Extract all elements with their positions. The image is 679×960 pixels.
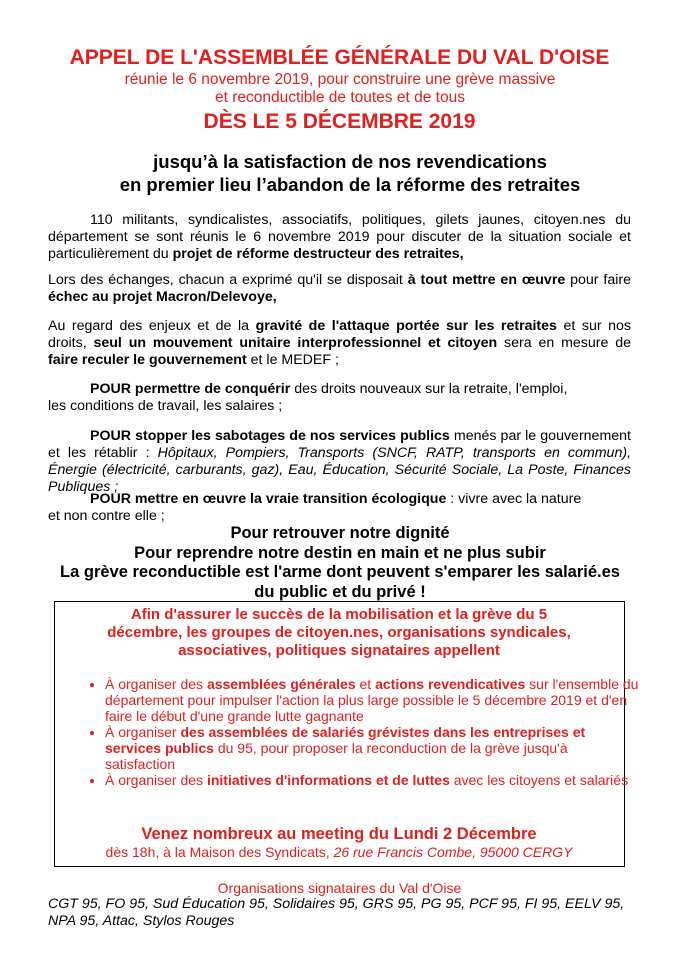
pour-services-publics (48, 428, 631, 496)
pour-conquerir-text: des droits nouveaux sur la retraite, l'emploi, (290, 381, 568, 397)
action-1-text-3: sur l'ensemble du département pour impulser l'action la plus large possible le 5 décembre 2019 et d'en faire le début d'une grande lutte gagnante (105, 676, 639, 724)
enjeux-text-2: et sur nos droits, (48, 318, 632, 351)
meeting-title: Venez nombreux au meeting du Lundi 2 Décembre (141, 825, 537, 843)
slogan-line-2: en premier lieu l’abandon de la réforme des retraites (119, 174, 581, 195)
signatories-list: CGT 95, FO 95, Sud Éducation 95, Solidaires 95, GRS 95, PG 95, PCF 95, FI 95, EELV 95, NPA 95, Attac, Stylos Rouges (48, 896, 625, 929)
action-3-text-1: À organiser des (105, 772, 207, 788)
pour-ecologie-bold: POUR mettre en œuvre la vraie transition écologique (90, 491, 447, 507)
action-1-text-1: À organiser des (105, 676, 207, 692)
paragraph-echanges (48, 272, 631, 306)
pour-conquerir-line-2: les conditions de travail, les salaires ; (48, 398, 283, 414)
echanges-text-2: pour faire (565, 272, 631, 288)
pour-services-bold: POUR stopper les sabotages de nos services publics (90, 428, 450, 444)
enjeux-bold-3: faire reculer le gouvernement (48, 352, 247, 368)
action-3-text-2: avec les citoyens et salariés (449, 772, 629, 788)
slogan (60, 150, 640, 196)
signatories-title: Organisations signataires du Val d'Oise (217, 880, 462, 896)
echanges-bold-2: échec au projet Macron/Delevoye, (48, 289, 277, 305)
action-2-text-1: À organiser (105, 724, 181, 740)
echanges-text-1: Lors des échanges, chacun a exprimé qu'il se disposait (48, 272, 408, 288)
action-2-text-2: du 95, pour proposer la reconduction de la grève jusqu'à satisfaction (105, 740, 568, 772)
appeal-box (54, 601, 639, 867)
pour-conquerir (48, 381, 631, 415)
pour-ecologie (48, 491, 631, 525)
action-2-bold: des assemblées de salariés grévistes dans les entreprises et services publics (105, 724, 586, 756)
pour-ecologie-line-1 (48, 491, 631, 508)
action-list (81, 676, 640, 788)
action-1-bold-1: assemblées générales (206, 676, 356, 692)
echanges-bold-1: à tout mettre en œuvre (407, 272, 566, 288)
action-item (105, 772, 640, 788)
intro-text: 110 militants, syndicalistes, associatifs, politiques, gilets jaunes, citoyen.nes du département se sont réunis le 6 novembre 2019 pour discuter de la situation sociale et particulièrement du (48, 212, 631, 262)
pour-conquerir-line-1 (48, 381, 631, 398)
enjeux-bold-1: gravité de l'attaque portée sur les retraites (255, 318, 557, 334)
meeting-info-time: dès 18h, à la Maison des Syndicats, (105, 844, 334, 860)
call-line-3: La grève reconductible est l'arme dont peuvent s'emparer les salarié.es du public et du privé ! (60, 563, 620, 601)
action-1-bold-2: actions revendicatives (375, 676, 526, 692)
date-title: DÈS LE 5 DÉCEMBRE 2019 (203, 110, 476, 133)
enjeux-text-3: sera en mesure de (497, 335, 631, 351)
pour-ecologie-line-2: et non contre elle ; (48, 508, 165, 524)
subtitle: réunie le 6 novembre 2019, pour construire une grève massive et reconductible de toutes et de tous (124, 71, 556, 106)
enjeux-text-1: Au regard des enjeux et de la (48, 318, 256, 334)
pour-ecologie-text: : vivre avec la nature (446, 491, 582, 507)
action-1-text-2: et (355, 676, 376, 692)
action-item (105, 724, 640, 772)
slogan-line-1: jusqu’à la satisfaction de nos revendications (153, 151, 547, 172)
paragraph-intro (48, 212, 631, 263)
pour-services-italic: Hôpitaux, Pompiers, Transports (SNCF, RATP, transports en commun), Énergie (électricité, carburants, gaz), Eau, Éducation, Sécurité Sociale, La Poste, Finances Publiques ; (48, 445, 632, 495)
main-title: APPEL DE L'ASSEMBLÉE GÉNÉRALE DU VAL D'OISE (69, 46, 610, 69)
action-item (105, 676, 640, 724)
action-3-bold: initiatives d'informations et de luttes (206, 772, 450, 788)
enjeux-bold-2: seul un mouvement unitaire interprofessionnel et citoyen (93, 335, 498, 351)
call-to-action (30, 524, 650, 602)
pour-conquerir-bold: POUR permettre de conquérir (90, 381, 291, 397)
intro-bold: projet de réforme destructeur des retraites, (172, 246, 464, 262)
enjeux-text-4: et le MEDEF ; (246, 352, 339, 368)
meeting-info (55, 844, 623, 860)
box-heading: Afin d'assurer le succès de la mobilisation et la grève du 5 décembre, les groupes de citoyen.nes, organisations syndicales, associatives, politiques signataires appellent (107, 606, 571, 659)
pour-services-text: menés par le gouvernement et les rétablir : (48, 428, 631, 461)
meeting-info-address: 26 rue Francis Combe, 95000 CERGY (333, 844, 573, 860)
call-line-1: Pour retrouver notre dignité (230, 524, 450, 542)
paragraph-enjeux (48, 318, 631, 369)
call-line-2: Pour reprendre notre destin en main et ne plus subir (134, 543, 546, 562)
